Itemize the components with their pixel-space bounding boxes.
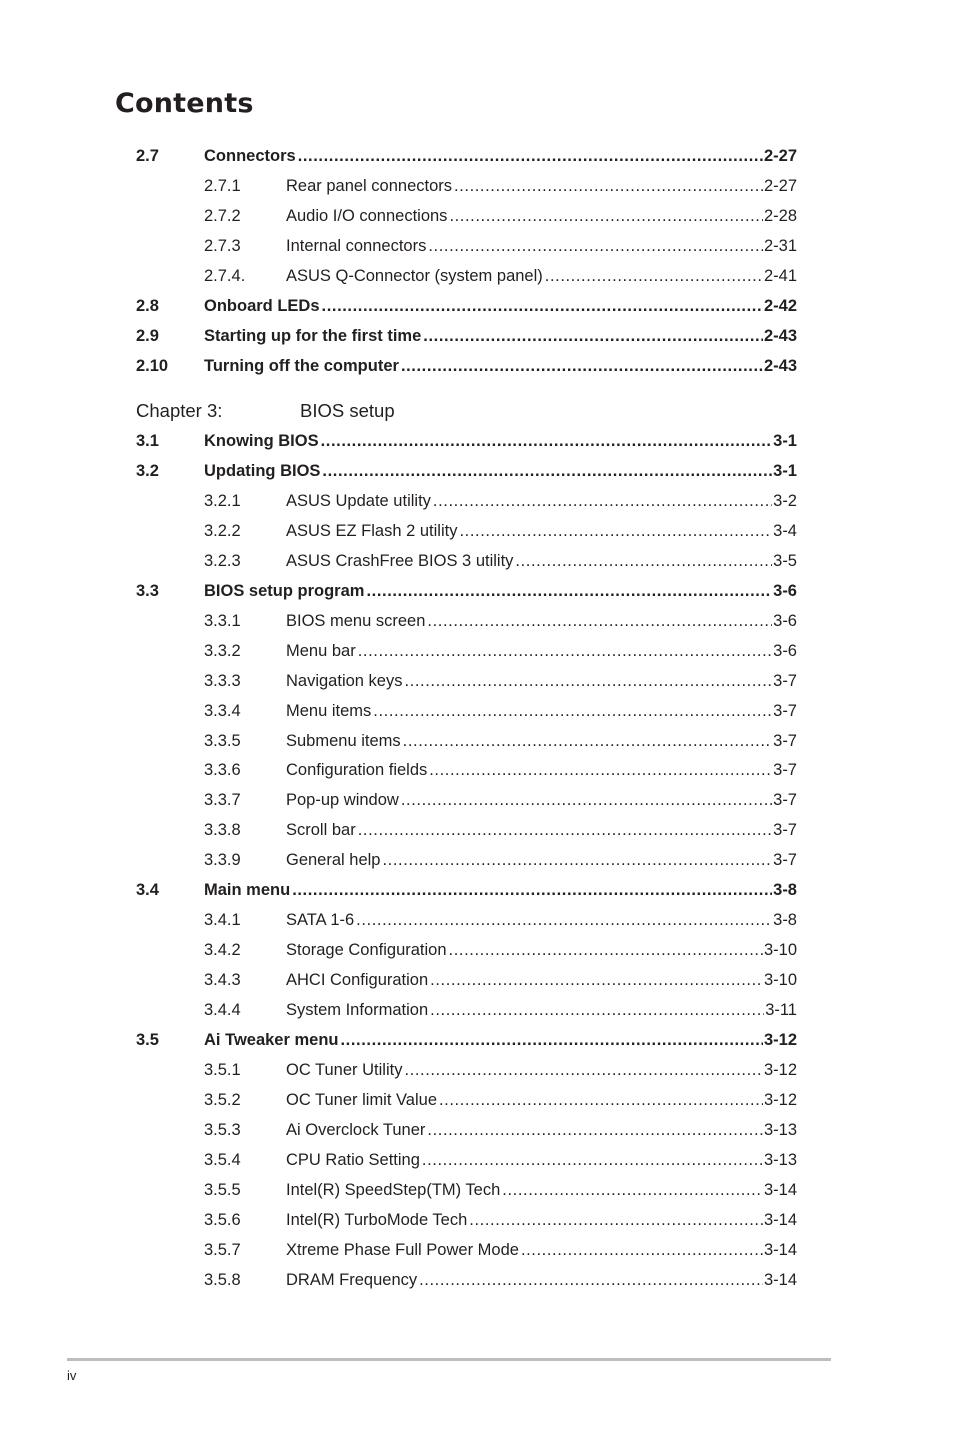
entry-page-number: 2-28 (763, 207, 797, 225)
entry-body (286, 234, 797, 258)
toc-subsection-entry (0, 1208, 954, 1232)
entry-page-number: 3-5 (773, 551, 797, 570)
entry-page-number: 3-8 (773, 911, 797, 930)
entry-title: Audio I/O connections (286, 207, 448, 225)
toc-section-entry (0, 429, 954, 453)
entry-title: Turning off the computer (204, 357, 399, 375)
dot-leader (404, 1058, 763, 1082)
dot-leader (358, 639, 772, 663)
entry-page-number: 3-4 (773, 521, 797, 540)
entry-page-number: 3-6 (773, 581, 797, 600)
entry-page-number: 3-10 (763, 971, 797, 990)
entry-page-number: 2-43 (763, 327, 797, 345)
toc-subsection-entry (0, 998, 954, 1022)
entry-body (286, 1148, 797, 1172)
entry-title: Xtreme Phase Full Power Mode (286, 1240, 519, 1259)
footer-rule (67, 1358, 831, 1361)
entry-number: 3.3.1 (204, 611, 241, 630)
dot-leader (322, 459, 772, 483)
dot-leader (341, 1028, 763, 1052)
entry-page-number: 3-12 (763, 1060, 797, 1079)
entry-number: 3.5 (136, 1031, 159, 1049)
dot-leader (449, 204, 763, 228)
entry-number: 3.4.1 (204, 911, 241, 930)
entry-body (286, 639, 797, 663)
toc-section-entry (0, 144, 954, 168)
entry-number: 3.2.1 (204, 491, 241, 510)
dot-leader (545, 264, 763, 288)
entry-page-number: 3-1 (773, 432, 797, 450)
entry-number: 3.5.8 (204, 1270, 241, 1289)
entry-title: Main menu (204, 881, 291, 900)
entry-body (286, 968, 797, 992)
entry-title: Scroll bar (286, 821, 356, 840)
entry-page-number: 3-6 (773, 611, 797, 630)
page-number: iv (67, 1368, 77, 1383)
entry-title: ASUS Update utility (286, 491, 431, 510)
toc-subsection-entry (0, 669, 954, 693)
entry-page-number: 3-7 (773, 851, 797, 870)
entry-number: 3.5.6 (204, 1210, 241, 1229)
toc-subsection-entry (0, 1268, 954, 1292)
entry-number: 2.10 (136, 357, 169, 375)
entry-body (286, 519, 797, 543)
entry-title: SATA 1-6 (286, 911, 355, 930)
dot-leader (322, 294, 763, 318)
dot-leader (428, 234, 763, 258)
dot-leader (356, 908, 772, 932)
dot-leader (515, 549, 772, 573)
entry-title: Starting up for the first time (204, 327, 422, 345)
entry-body (286, 1268, 797, 1292)
toc-section-entry (0, 459, 954, 483)
entry-page-number: 3-11 (765, 1001, 797, 1020)
toc-subsection-entry (0, 788, 954, 812)
toc-subsection-entry (0, 848, 954, 872)
chapter-number: Chapter 3: (136, 400, 223, 421)
entry-page-number: 3-7 (773, 671, 797, 690)
entry-body (286, 609, 797, 633)
entry-number: 3.3.3 (204, 671, 241, 690)
toc-section-entry (0, 354, 954, 378)
chapter-title: BIOS setup (300, 400, 395, 421)
entry-page-number: 3-14 (763, 1210, 797, 1229)
entry-body (286, 1208, 797, 1232)
entry-number: 3.3.2 (204, 641, 241, 660)
entry-number: 3.5.3 (204, 1120, 241, 1139)
toc-subsection-entry (0, 908, 954, 932)
toc-subsection-entry (0, 1178, 954, 1202)
entry-page-number: 3-14 (763, 1270, 797, 1289)
dot-leader (382, 848, 772, 872)
dot-leader (403, 729, 773, 753)
entry-number: 3.2.2 (204, 521, 241, 540)
dot-leader (321, 429, 773, 453)
entry-title: System Information (286, 1001, 429, 1020)
entry-title: BIOS setup program (204, 581, 365, 600)
toc-section-entry (0, 294, 954, 318)
entry-title: Connectors (204, 147, 296, 165)
toc-subsection-entry (0, 519, 954, 543)
entry-page-number: 3-12 (763, 1090, 797, 1109)
dot-leader (469, 1208, 763, 1232)
page-title: Contents (115, 88, 254, 119)
entry-number: 3.1 (136, 432, 159, 450)
entry-body (286, 264, 797, 288)
entry-number: 3.4.4 (204, 1001, 241, 1020)
entry-body (204, 144, 797, 168)
dot-leader (430, 998, 764, 1022)
entry-title: OC Tuner Utility (286, 1060, 403, 1079)
toc-subsection-entry (0, 234, 954, 258)
toc-subsection-entry (0, 1148, 954, 1172)
entry-page-number: 2-43 (763, 357, 797, 375)
dot-leader (427, 1118, 763, 1142)
entry-body (286, 1088, 797, 1112)
entry-body (286, 174, 797, 198)
toc-subsection-entry (0, 818, 954, 842)
entry-number: 3.3.8 (204, 821, 241, 840)
entry-page-number: 3-12 (763, 1031, 797, 1049)
dot-leader (521, 1238, 763, 1262)
toc-section-entry (0, 579, 954, 603)
entry-body (286, 549, 797, 573)
entry-title: Submenu items (286, 731, 401, 750)
dot-leader (502, 1178, 763, 1202)
entry-body (204, 354, 797, 378)
entry-page-number: 2-31 (763, 237, 797, 255)
entry-page-number: 3-8 (773, 881, 797, 900)
entry-page-number: 3-7 (773, 731, 797, 750)
entry-body (286, 938, 797, 962)
dot-leader (373, 699, 772, 723)
entry-number: 3.2 (136, 461, 159, 480)
toc-subsection-entry (0, 968, 954, 992)
toc-subsection-entry (0, 639, 954, 663)
entry-number: 2.7.4. (204, 267, 246, 285)
dot-leader (292, 878, 772, 902)
toc-subsection-entry (0, 729, 954, 753)
entry-number: 3.3.5 (204, 731, 241, 750)
dot-leader (433, 489, 772, 513)
entry-title: Pop-up window (286, 791, 399, 810)
entry-page-number: 3-13 (763, 1150, 797, 1169)
entry-number: 3.2.3 (204, 551, 241, 570)
dot-leader (358, 818, 772, 842)
entry-page-number: 3-7 (773, 791, 797, 810)
dot-leader (429, 758, 772, 782)
toc-subsection-entry (0, 1238, 954, 1262)
entry-number: 3.3 (136, 581, 159, 600)
entry-title: Configuration fields (286, 761, 428, 780)
entry-page-number: 3-1 (773, 461, 797, 480)
entry-body (204, 324, 797, 348)
toc-subsection-entry (0, 609, 954, 633)
toc-section-entry (0, 1028, 954, 1052)
entry-number: 2.8 (136, 297, 159, 315)
entry-number: 3.3.9 (204, 851, 241, 870)
dot-leader (404, 669, 772, 693)
toc-subsection-entry (0, 1058, 954, 1082)
dot-leader (401, 788, 772, 812)
entry-body (204, 294, 797, 318)
entry-title: Navigation keys (286, 671, 403, 690)
entry-number: 3.5.1 (204, 1060, 241, 1079)
entry-number: 3.4.2 (204, 941, 241, 960)
entry-title: Ai Overclock Tuner (286, 1120, 426, 1139)
entry-body (286, 1118, 797, 1142)
entry-page-number: 3-14 (763, 1180, 797, 1199)
entry-body (286, 818, 797, 842)
entry-page-number: 3-7 (773, 761, 797, 780)
entry-page-number: 3-10 (763, 941, 797, 960)
entry-title: Internal connectors (286, 237, 427, 255)
dot-leader (298, 144, 763, 168)
entry-title: Storage Configuration (286, 941, 447, 960)
entry-body (286, 848, 797, 872)
dot-leader (401, 354, 763, 378)
dot-leader (449, 938, 763, 962)
toc-subsection-entry (0, 489, 954, 513)
entry-number: 3.5.5 (204, 1180, 241, 1199)
entry-number: 2.9 (136, 327, 159, 345)
dot-leader (454, 174, 763, 198)
entry-title: ASUS CrashFree BIOS 3 utility (286, 551, 514, 570)
dot-leader (459, 519, 772, 543)
entry-title: CPU Ratio Setting (286, 1150, 420, 1169)
entry-page-number: 2-27 (763, 177, 797, 195)
entry-body (286, 758, 797, 782)
toc-subsection-entry (0, 699, 954, 723)
entry-title: Updating BIOS (204, 461, 321, 480)
entry-title: Intel(R) TurboMode Tech (286, 1210, 468, 1229)
entry-title: ASUS Q-Connector (system panel) (286, 267, 543, 285)
toc-subsection-entry (0, 938, 954, 962)
entry-number: 3.5.2 (204, 1090, 241, 1109)
toc-subsection-entry (0, 1088, 954, 1112)
entry-body (286, 669, 797, 693)
entry-title: General help (286, 851, 381, 870)
entry-page-number: 3-13 (763, 1120, 797, 1139)
toc-subsection-entry (0, 264, 954, 288)
entry-body (204, 878, 797, 902)
entry-title: Intel(R) SpeedStep(TM) Tech (286, 1180, 501, 1199)
dot-leader (366, 579, 772, 603)
entry-title: OC Tuner limit Value (286, 1090, 437, 1109)
entry-body (286, 204, 797, 228)
entry-title: AHCI Configuration (286, 971, 429, 990)
entry-number: 3.5.7 (204, 1240, 241, 1259)
entry-number: 3.5.4 (204, 1150, 241, 1169)
entry-body (286, 788, 797, 812)
dot-leader (427, 609, 772, 633)
entry-page-number: 2-42 (763, 297, 797, 315)
dot-leader (439, 1088, 763, 1112)
entry-page-number: 3-2 (773, 491, 797, 510)
entry-body (204, 579, 797, 603)
entry-body (286, 699, 797, 723)
entry-body (204, 1028, 797, 1052)
entry-page-number: 2-27 (763, 147, 797, 165)
toc-section-entry (0, 324, 954, 348)
entry-title: Menu items (286, 701, 372, 720)
entry-number: 2.7.2 (204, 207, 241, 225)
entry-body (286, 1238, 797, 1262)
entry-body (286, 1178, 797, 1202)
entry-number: 2.7.3 (204, 237, 241, 255)
dot-leader (419, 1268, 763, 1292)
entry-body (286, 908, 797, 932)
entry-page-number: 2-41 (763, 267, 797, 285)
entry-body (204, 459, 797, 483)
toc-subsection-entry (0, 1118, 954, 1142)
entry-title: Ai Tweaker menu (204, 1031, 339, 1049)
dot-leader (423, 324, 763, 348)
entry-page-number: 3-7 (773, 701, 797, 720)
entry-number: 3.3.6 (204, 761, 241, 780)
entry-page-number: 3-6 (773, 641, 797, 660)
entry-body (204, 429, 797, 453)
entry-page-number: 3-14 (763, 1240, 797, 1259)
entry-body (286, 489, 797, 513)
entry-number: 2.7.1 (204, 177, 241, 195)
entry-number: 3.3.7 (204, 791, 241, 810)
entry-number: 3.4 (136, 881, 159, 900)
toc-subsection-entry (0, 204, 954, 228)
dot-leader (422, 1148, 763, 1172)
entry-body (286, 729, 797, 753)
entry-number: 3.3.4 (204, 701, 241, 720)
entry-body (286, 998, 797, 1022)
toc-subsection-entry (0, 174, 954, 198)
dot-leader (430, 968, 763, 992)
entry-number: 3.4.3 (204, 971, 241, 990)
entry-title: BIOS menu screen (286, 611, 426, 630)
entry-title: Onboard LEDs (204, 297, 320, 315)
entry-number: 2.7 (136, 147, 159, 165)
entry-title: DRAM Frequency (286, 1270, 418, 1289)
entry-title: Menu bar (286, 641, 356, 660)
toc-subsection-entry (0, 549, 954, 573)
toc-section-entry (0, 878, 954, 902)
entry-body (286, 1058, 797, 1082)
entry-title: Rear panel connectors (286, 177, 453, 195)
entry-title: ASUS EZ Flash 2 utility (286, 521, 458, 540)
toc-subsection-entry (0, 758, 954, 782)
entry-title: Knowing BIOS (204, 432, 319, 450)
entry-page-number: 3-7 (773, 821, 797, 840)
